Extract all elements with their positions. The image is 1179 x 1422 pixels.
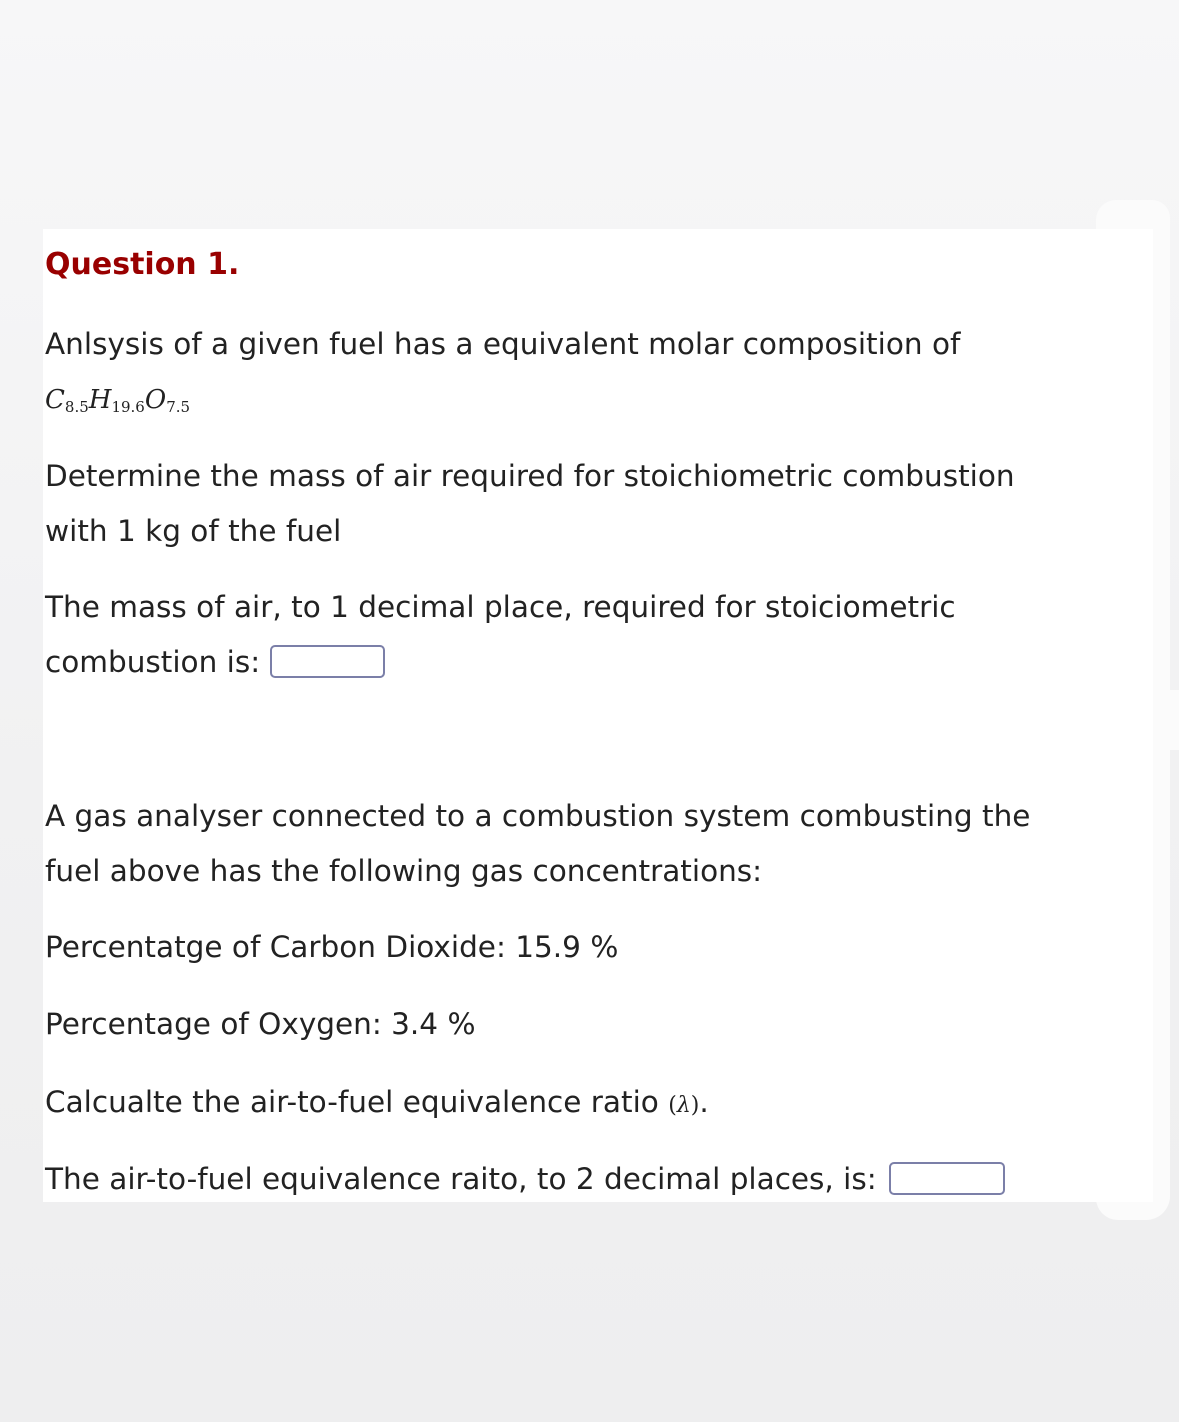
analyser-text: [45, 789, 1030, 899]
intro-text: Anlsysis of a given fuel has a equivalent molar composition of: [45, 327, 961, 361]
ratio-label: The air-to-fuel equivalence raito, to 2 decimal places, is:: [45, 1162, 877, 1196]
lambda-symbol: λ: [676, 1093, 691, 1118]
determine-line-1: Determine the mass of air required for stoichiometric combustion: [45, 459, 1015, 493]
o2-concentration: Percentage of Oxygen: 3.4 %: [45, 1007, 476, 1041]
calculate-text: Calcualte the air-to-fuel equivalence ratio: [45, 1085, 659, 1119]
question-card: [43, 229, 1153, 1202]
determine-line-2: with 1 kg of the fuel: [45, 514, 342, 548]
calculate-period: .: [699, 1085, 709, 1119]
formula-oxygen-subscript: 7.5: [166, 398, 191, 416]
mass-question: [45, 580, 956, 690]
lambda-open-paren: (: [668, 1093, 677, 1118]
ratio-answer-input[interactable]: [889, 1162, 1005, 1195]
formula-carbon-subscript: 8.5: [64, 398, 89, 416]
mass-line-2: combustion is:: [45, 645, 261, 679]
ratio-question: [45, 1152, 1005, 1207]
lambda-close-paren: ): [690, 1093, 700, 1118]
question-title: Question 1.: [45, 247, 240, 282]
analyser-line-2: fuel above has the following gas concentrations:: [45, 854, 763, 888]
mass-line-1: The mass of air, to 1 decimal place, required for stoiciometric: [45, 590, 956, 624]
formula-oxygen: O: [144, 385, 167, 415]
formula-carbon: C: [45, 385, 65, 415]
determine-text: [45, 449, 1015, 559]
mass-answer-input[interactable]: [270, 645, 385, 678]
formula-hydrogen-subscript: 19.6: [111, 398, 145, 416]
analyser-line-1: A gas analyser connected to a combustion system combusting the: [45, 799, 1031, 833]
co2-concentration: Percentatge of Carbon Dioxide: 15.9 %: [45, 930, 619, 964]
calculate-instruction: [45, 1075, 709, 1133]
formula-hydrogen: H: [88, 385, 112, 415]
fuel-formula: [45, 385, 190, 416]
